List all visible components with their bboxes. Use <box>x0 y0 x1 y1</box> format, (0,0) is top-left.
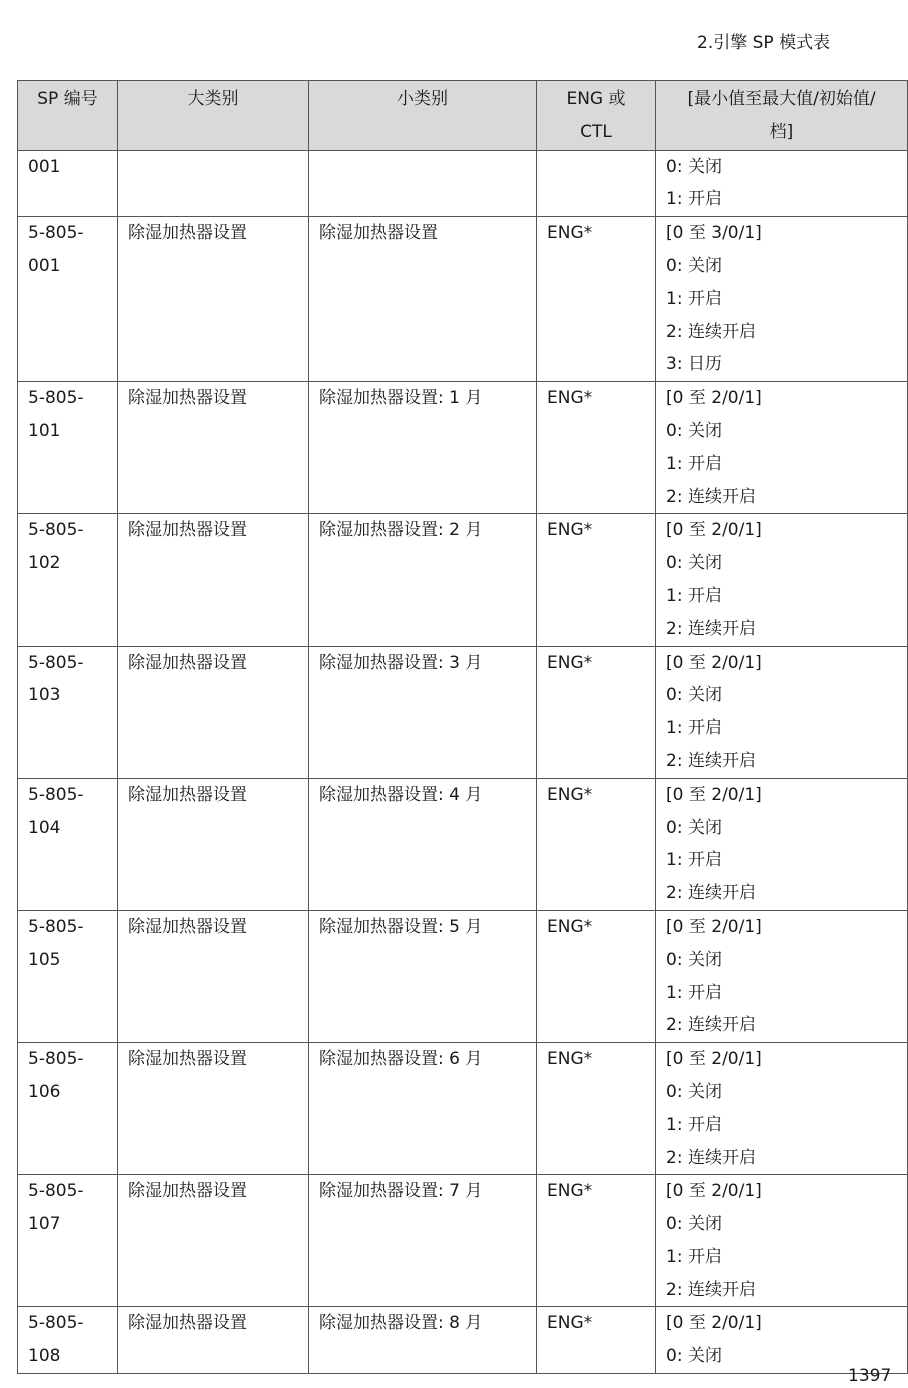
table-row <box>18 382 908 514</box>
sp-number-cell: 001 <box>18 150 118 217</box>
sp-number-cell: 5-805- 104 <box>18 778 118 910</box>
sp-mode-table <box>17 80 908 1374</box>
sp-number-cell: 5-805- 102 <box>18 514 118 646</box>
page-number: 1397 <box>848 1366 892 1386</box>
table-row <box>18 1307 908 1374</box>
major-category-cell: 除湿加热器设置 <box>118 1307 309 1374</box>
table-row <box>18 150 908 217</box>
minor-category-cell: 除湿加热器设置: 1 月 <box>309 382 537 514</box>
column-header-sp-number: SP 编号 <box>18 81 118 151</box>
major-category-cell <box>118 150 309 217</box>
minor-category-cell: 除湿加热器设置: 3 月 <box>309 646 537 778</box>
minor-category-cell: 除湿加热器设置: 6 月 <box>309 1043 537 1175</box>
sp-number-cell: 5-805- 105 <box>18 910 118 1042</box>
value-range-cell: [0 至 2/0/1] 0: 关闭 1: 开启 2: 连续开启 <box>656 910 908 1042</box>
minor-category-cell: 除湿加热器设置: 8 月 <box>309 1307 537 1374</box>
column-header-major-category: 大类别 <box>118 81 309 151</box>
value-range-cell: [0 至 2/0/1] 0: 关闭 <box>656 1307 908 1374</box>
column-header-eng-ctl: ENG 或 CTL <box>537 81 656 151</box>
major-category-cell: 除湿加热器设置 <box>118 217 309 382</box>
table-row <box>18 910 908 1042</box>
sp-number-cell: 5-805- 101 <box>18 382 118 514</box>
value-range-cell: [0 至 2/0/1] 0: 关闭 1: 开启 2: 连续开启 <box>656 514 908 646</box>
value-range-cell: [0 至 2/0/1] 0: 关闭 1: 开启 2: 连续开启 <box>656 1043 908 1175</box>
table-header-row <box>18 81 908 151</box>
major-category-cell: 除湿加热器设置 <box>118 778 309 910</box>
value-range-cell: [0 至 2/0/1] 0: 关闭 1: 开启 2: 连续开启 <box>656 1175 908 1307</box>
page-header: 2.引擎 SP 模式表 <box>697 33 831 53</box>
major-category-cell: 除湿加热器设置 <box>118 382 309 514</box>
major-category-cell: 除湿加热器设置 <box>118 1043 309 1175</box>
column-header-minor-category: 小类别 <box>309 81 537 151</box>
minor-category-cell: 除湿加热器设置: 5 月 <box>309 910 537 1042</box>
eng-ctl-cell: ENG* <box>537 1307 656 1374</box>
major-category-cell: 除湿加热器设置 <box>118 514 309 646</box>
eng-ctl-cell: ENG* <box>537 778 656 910</box>
table-row <box>18 1043 908 1175</box>
major-category-cell: 除湿加热器设置 <box>118 646 309 778</box>
value-range-cell: [0 至 2/0/1] 0: 关闭 1: 开启 2: 连续开启 <box>656 778 908 910</box>
eng-ctl-cell: ENG* <box>537 382 656 514</box>
sp-number-cell: 5-805- 001 <box>18 217 118 382</box>
table-row <box>18 1175 908 1307</box>
eng-ctl-cell: ENG* <box>537 646 656 778</box>
sp-number-cell: 5-805- 108 <box>18 1307 118 1374</box>
table-row <box>18 514 908 646</box>
eng-ctl-cell <box>537 150 656 217</box>
minor-category-cell: 除湿加热器设置: 7 月 <box>309 1175 537 1307</box>
column-header-value-range: [最小值至最大值/初始值/ 档] <box>656 81 908 151</box>
table-row <box>18 646 908 778</box>
eng-ctl-cell: ENG* <box>537 910 656 1042</box>
value-range-cell: [0 至 2/0/1] 0: 关闭 1: 开启 2: 连续开启 <box>656 646 908 778</box>
value-range-cell: [0 至 2/0/1] 0: 关闭 1: 开启 2: 连续开启 <box>656 382 908 514</box>
value-range-cell: [0 至 3/0/1] 0: 关闭 1: 开启 2: 连续开启 3: 日历 <box>656 217 908 382</box>
table-row <box>18 217 908 382</box>
minor-category-cell <box>309 150 537 217</box>
eng-ctl-cell: ENG* <box>537 217 656 382</box>
minor-category-cell: 除湿加热器设置: 2 月 <box>309 514 537 646</box>
value-range-cell: 0: 关闭 1: 开启 <box>656 150 908 217</box>
sp-number-cell: 5-805- 106 <box>18 1043 118 1175</box>
table-row <box>18 778 908 910</box>
eng-ctl-cell: ENG* <box>537 1175 656 1307</box>
minor-category-cell: 除湿加热器设置: 4 月 <box>309 778 537 910</box>
eng-ctl-cell: ENG* <box>537 1043 656 1175</box>
sp-number-cell: 5-805- 103 <box>18 646 118 778</box>
major-category-cell: 除湿加热器设置 <box>118 910 309 1042</box>
minor-category-cell: 除湿加热器设置 <box>309 217 537 382</box>
sp-number-cell: 5-805- 107 <box>18 1175 118 1307</box>
major-category-cell: 除湿加热器设置 <box>118 1175 309 1307</box>
eng-ctl-cell: ENG* <box>537 514 656 646</box>
